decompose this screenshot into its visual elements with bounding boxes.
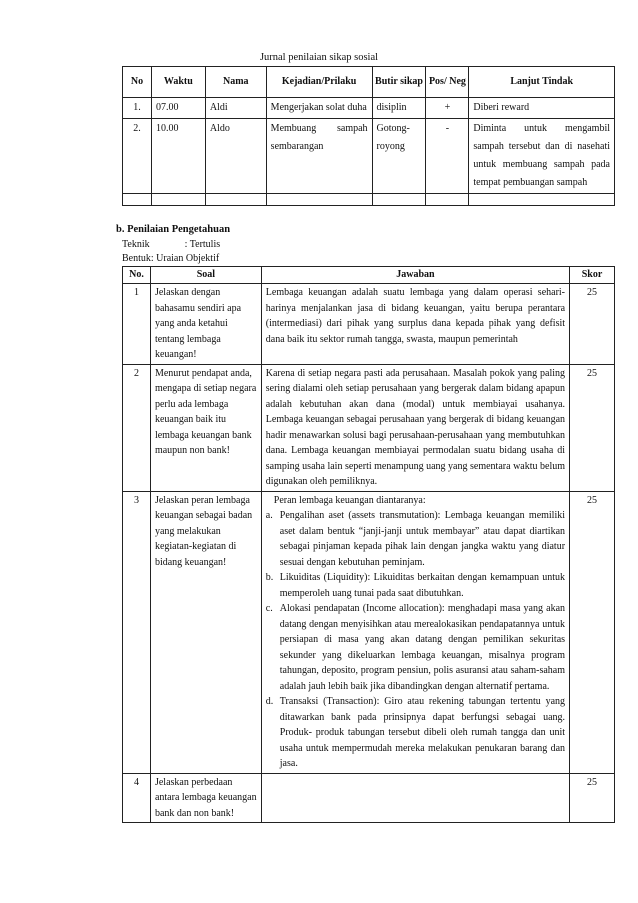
cell-butir [372, 194, 426, 206]
header-butir-sikap: Butir sikap [372, 67, 426, 98]
cell-skor: 25 [570, 284, 615, 365]
cell-posneg [426, 194, 469, 206]
answer-item-text: Transaksi (Transaction): Giro atau rekening tabungan tertentu yang ditawarkan bank pada prinsipnya dapat berfungsi sebagai uang. Produk- produk tabungan tersebut dibeli oleh rumah tangga dan unit usaha untuk mempermudah mereka melakukan penukaran barang dan jasa. [279, 696, 566, 769]
cell-no: 2 [123, 364, 151, 491]
cell-waktu [151, 194, 205, 206]
header-skor: Skor [570, 267, 615, 284]
cell-kejadian: Membuang sampah sembarangan [266, 119, 372, 194]
header-waktu: Waktu [151, 67, 205, 98]
knowledge-teknik: Teknik : Tertulis [122, 239, 221, 250]
answer-item [266, 508, 565, 570]
answer-item-label: b. [265, 572, 274, 583]
header-jawaban: Jawaban [261, 267, 569, 284]
cell-nama: Aldo [205, 119, 266, 194]
cell-tindak [469, 194, 615, 206]
cell-soal: Menurut pendapat anda, mengapa di setiap negara perlu ada lembaga keuangan baik itu lembaga keuangan bank maupun non bank! [150, 364, 261, 491]
knowledge-table [122, 266, 615, 823]
header-nama: Nama [205, 67, 266, 98]
cell-skor: 25 [570, 491, 615, 773]
answer-item-text: Likuiditas (Liquidity): Likuiditas berkaitan dengan kemampuan untuk memperoleh uang tunai pada saat dibutuhkan. [279, 572, 566, 599]
header-pos-neg: Pos/ Neg [426, 67, 469, 98]
cell-nama: Aldi [205, 98, 266, 119]
cell-kejadian [266, 194, 372, 206]
table-row [123, 491, 615, 773]
answer-item-label: c. [265, 603, 273, 614]
answer-item-text: Alokasi pendapatan (Income allocation): menghadapi masa yang akan datang dengan menyisihkan atau merealokasikan pendapatannya untuk persiapan di masa yang akan datang dengan pemilikan sekuritas sekunder yang dikeluarkan lembaga keuangan, misalnya program tahungan, deposito, program pensiun, polis asuransi atau saham-saham adalah jauh lebih baik jika dibandingkan dengan alternatif pertama. [279, 603, 566, 692]
cell-tindak: Diberi reward [469, 98, 615, 119]
cell-waktu: 10.00 [151, 119, 205, 194]
cell-no: 3 [123, 491, 151, 773]
cell-nama [205, 194, 266, 206]
table-row [123, 284, 615, 365]
cell-soal: Jelaskan dengan bahasamu sendiri apa yang anda ketahui tentang lembaga keuangan! [150, 284, 261, 365]
header-no: No [123, 67, 152, 98]
cell-no: 4 [123, 773, 151, 823]
cell-skor: 25 [570, 364, 615, 491]
knowledge-bentuk: Bentuk: Uraian Objektif [122, 253, 220, 264]
answer-intro: Peran lembaga keuangan diantaranya: [273, 494, 426, 506]
attitude-journal-table [122, 66, 615, 206]
cell-jawaban [261, 491, 569, 773]
answer-item-label: a. [265, 510, 273, 521]
cell-soal: Jelaskan peran lembaga keuangan sebagai badan yang melakukan kegiatan-kegiatan di bidang keuangan! [150, 491, 261, 773]
cell-no: 1 [123, 284, 151, 365]
table-row [123, 364, 615, 491]
header-lanjut-tindak: Lanjut Tindak [469, 67, 615, 98]
cell-soal: Jelaskan perbedaan antara lembaga keuangan bank dan non bank! [150, 773, 261, 823]
cell-jawaban: Karena di setiap negara pasti ada perusahaan. Masalah pokok yang paling sering dialami oleh setiap perusahaan yang bergerak dalam bidang apapun adalah kebutuhan akan dana (modal) untuk membiayai usahanya. Lembaga keuangan sebagai perusahaan yang bergerak di bidang keuangan hadir menawarkan solusi bagi perusahaan-perusahaan yang membutuhkan dana. Lembaga keuangan membiayai permodalan suatu bidang usaha di samping usaha lain seperti menampung uang yang sementara waktu belum digunakan oleh pemiliknya. [261, 364, 569, 491]
answer-item [266, 570, 565, 601]
knowledge-section-title: b. Penilaian Pengetahuan [116, 224, 231, 235]
table-row [123, 119, 615, 194]
header-no: No. [123, 267, 151, 284]
cell-skor: 25 [570, 773, 615, 823]
answer-item [266, 601, 565, 694]
cell-butir: disiplin [372, 98, 426, 119]
answer-item-text: Pengalihan aset (assets transmutation): Lembaga keuangan memiliki aset dalam bentuk “janji-janji untuk membayar” atau dapat diartikan sebagai pinjaman kepada pihak lain dengan jangka waktu yang diatur sesuai dengan kebutuhan peminjam. [279, 510, 566, 568]
header-soal: Soal [150, 267, 261, 284]
table-row-empty [123, 194, 615, 206]
cell-waktu: 07.00 [151, 98, 205, 119]
cell-tindak: Diminta untuk mengambil sampah tersebut dan di nasehati untuk membuang sampah pada tempat pembuangan sampah [469, 119, 615, 194]
table-header-row [123, 267, 615, 284]
cell-posneg: - [426, 119, 469, 194]
cell-no [123, 194, 152, 206]
table-header-row [123, 67, 615, 98]
cell-no: 2. [123, 119, 152, 194]
answer-item [266, 694, 565, 772]
answer-item-label: d. [265, 696, 274, 707]
cell-posneg: + [426, 98, 469, 119]
cell-butir: Gotong-royong [372, 119, 426, 194]
cell-jawaban [261, 773, 569, 823]
table-row [123, 98, 615, 119]
table-row [123, 773, 615, 823]
header-kejadian: Kejadian/Prilaku [266, 67, 372, 98]
cell-jawaban: Lembaga keuangan adalah suatu lembaga yang dalam operasi sehari-harinya menjalankan jasa di bidang keuangan, yaitu berupa perantara (intermediasi) dari pihak yang surplus dana kepada pihak yang defisit dana baik itu sektor rumah tangga, swasta, maupun pemerintah [261, 284, 569, 365]
attitude-journal-caption: Jurnal penilaian sikap sosial [259, 52, 379, 63]
cell-kejadian: Mengerjakan solat duha [266, 98, 372, 119]
cell-no: 1. [123, 98, 152, 119]
